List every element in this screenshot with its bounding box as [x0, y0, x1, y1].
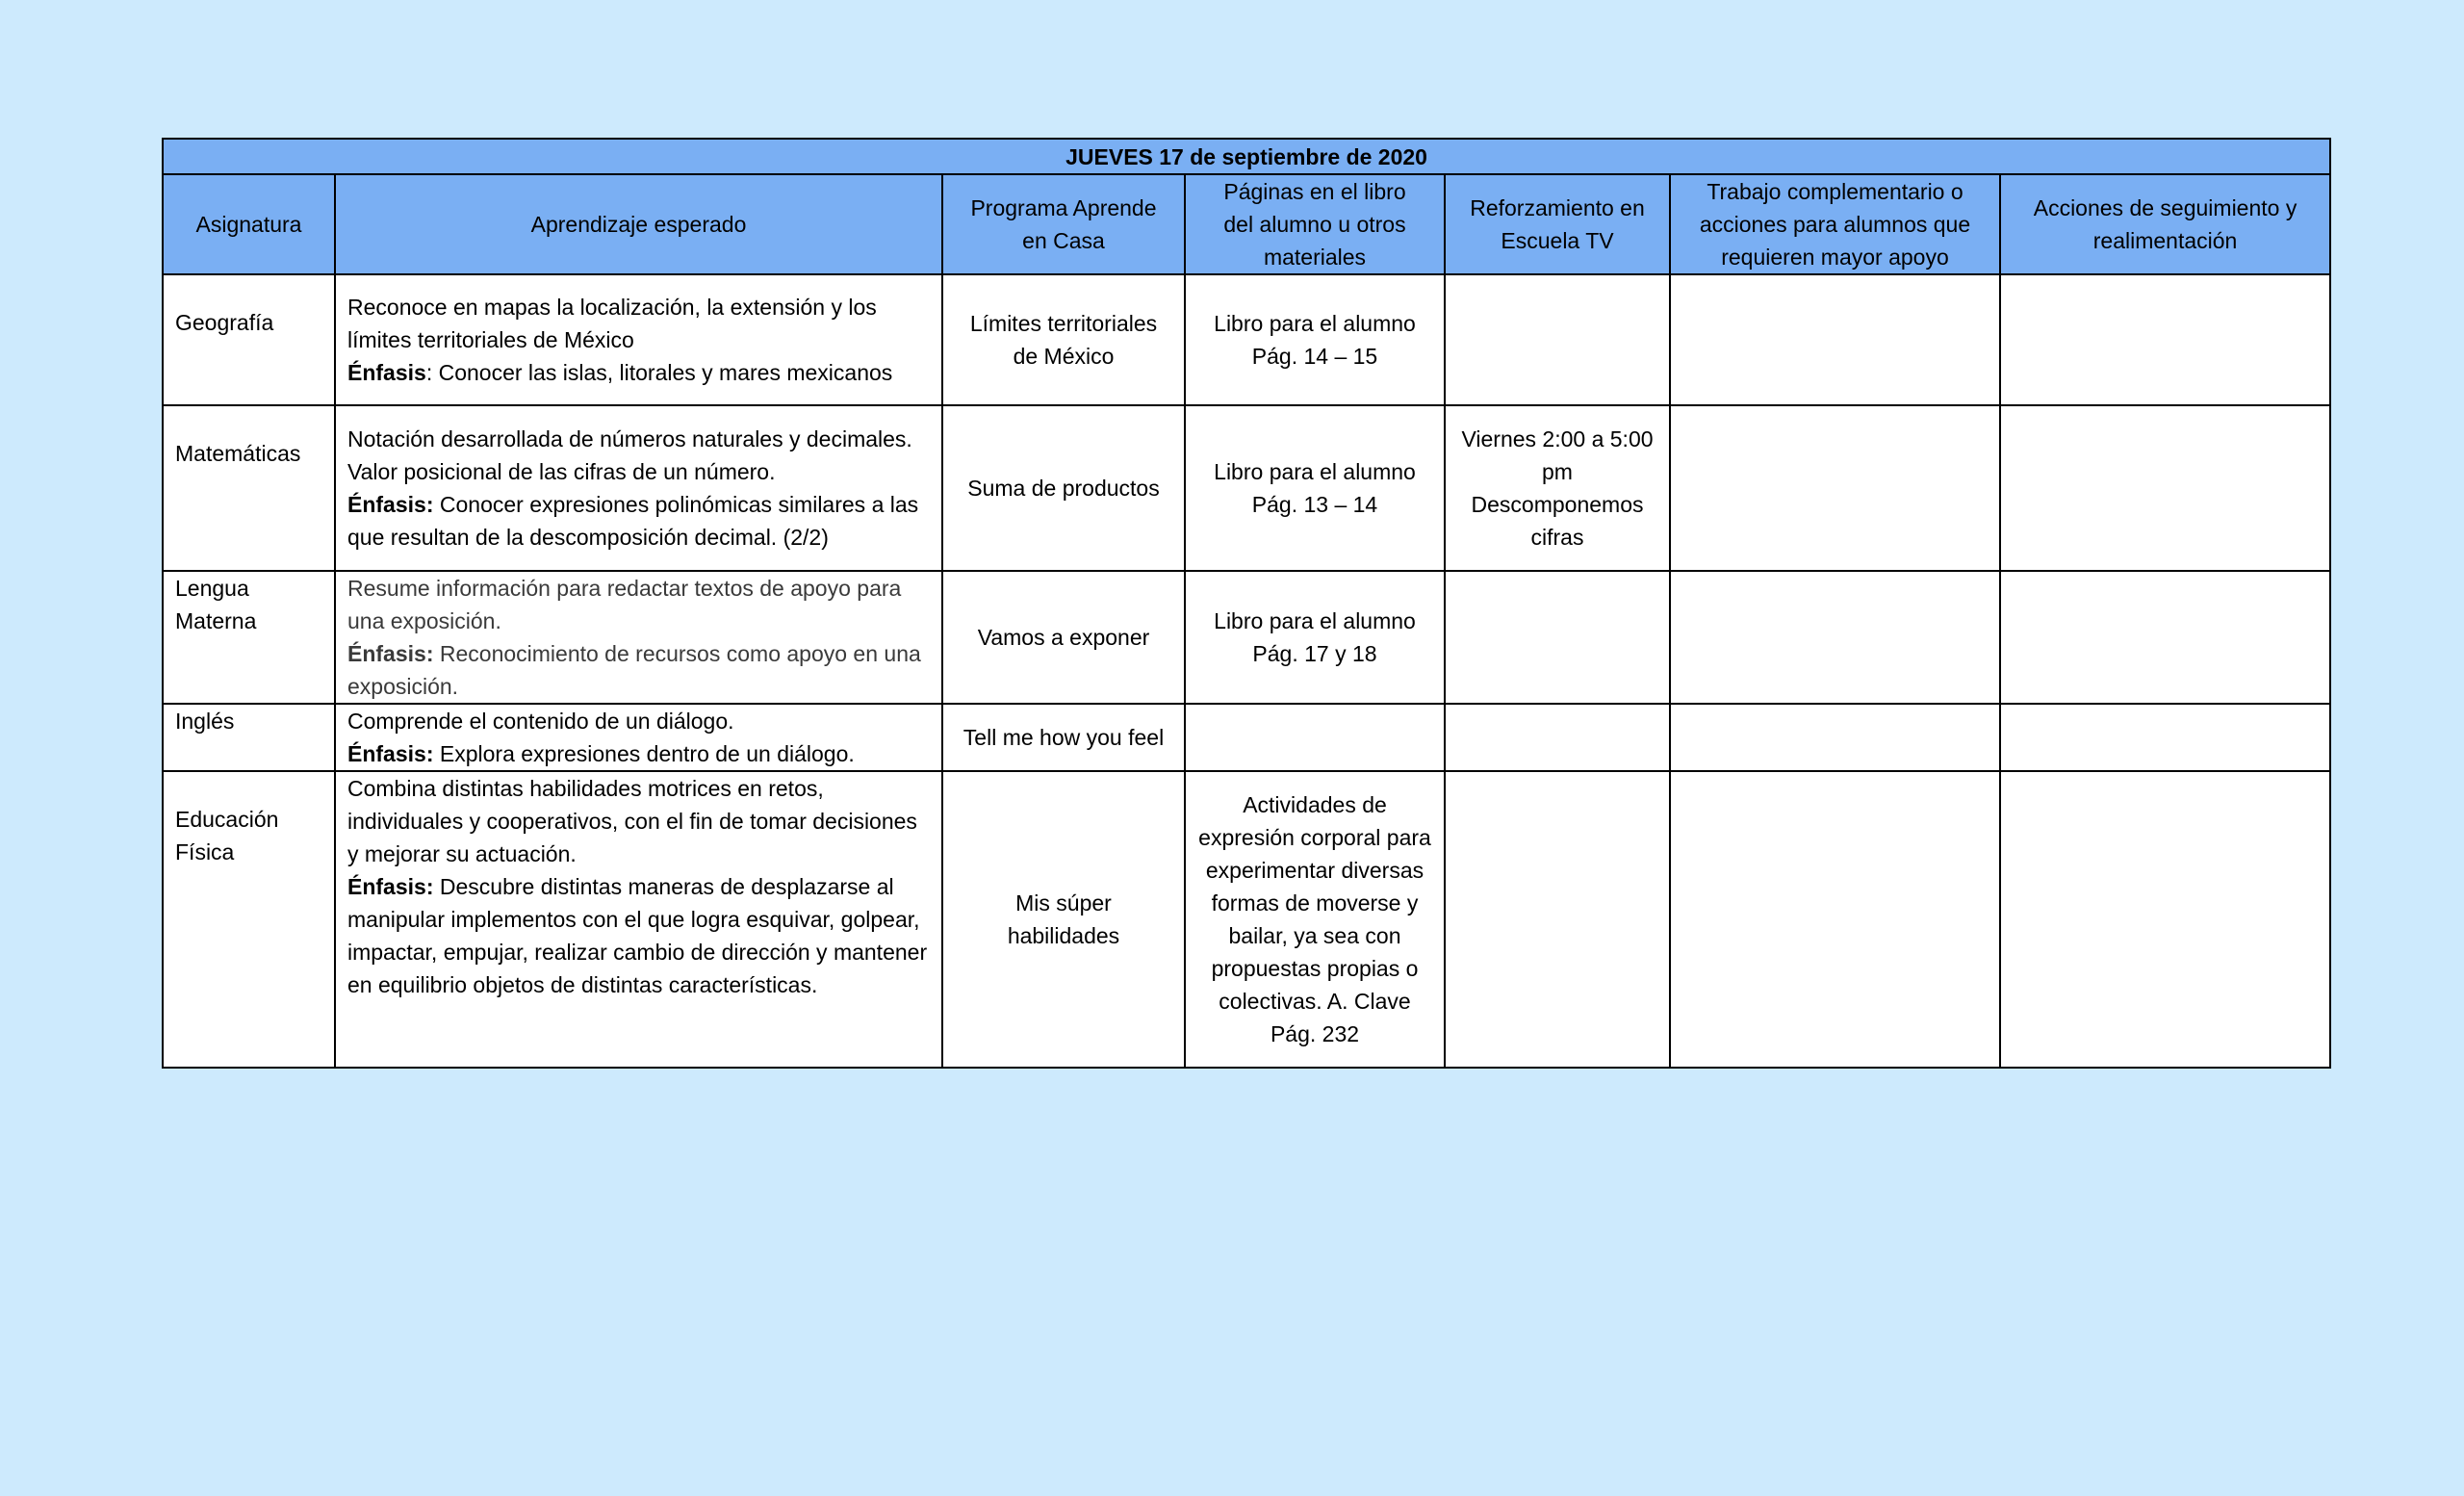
- subject-cell: [163, 771, 335, 1068]
- emphasis-text: Descubre distintas maneras de desplazarse al manipular implementos con el que logra esquivar, golpear, impactar, empujar, realizar cambio de dirección y mantener en equilibrio objetos de distintas características.: [347, 874, 928, 997]
- table-row: [163, 771, 2330, 1068]
- pages-cell: [1185, 771, 1445, 1068]
- pages-text: Actividades de expresión corporal para experimentar diversas formas de moverse y bailar, ya sea con propuestas propias o colectivas. A. Clave Pág. 232: [1198, 792, 1431, 1046]
- learning-cell: [335, 405, 942, 571]
- table-row: [163, 405, 2330, 571]
- tv-cell: [1445, 274, 1670, 405]
- tv-cell: [1445, 571, 1670, 704]
- complementary-cell: [1670, 704, 2000, 771]
- header-followup: Acciones de seguimiento y realimentación: [2000, 174, 2330, 274]
- followup-cell: [2000, 274, 2330, 405]
- header-program: Programa Aprende en Casa: [942, 174, 1185, 274]
- subject-cell: [163, 704, 335, 771]
- emphasis-label: Énfasis:: [347, 641, 434, 666]
- subject-cell: [163, 405, 335, 571]
- table-row: [163, 571, 2330, 704]
- tv-text: Viernes 2:00 a 5:00 pm Descomponemos cifras: [1461, 426, 1654, 550]
- followup-cell: [2000, 771, 2330, 1068]
- header-row: [163, 174, 2330, 274]
- subject-text: Lengua Materna: [175, 576, 257, 633]
- learning-text: Notación desarrollada de números naturales y decimales. Valor posicional de las cifras de un número.: [347, 426, 912, 484]
- program-cell: [942, 704, 1185, 771]
- title-row: [163, 139, 2330, 174]
- learning-text: Resume información para redactar textos de apoyo para una exposición.: [347, 576, 902, 633]
- emphasis-label: Énfasis: [347, 360, 426, 385]
- emphasis-text: Conocer expresiones polinómicas similares a las que resultan de la descomposición decimal. (2/2): [347, 492, 919, 550]
- tv-cell: [1445, 405, 1670, 571]
- emphasis-text: Explora expresiones dentro de un diálogo.: [433, 741, 855, 766]
- table-row: [163, 704, 2330, 771]
- learning-text: Comprende el contenido de un diálogo.: [347, 709, 734, 734]
- program-text: Mis súper habilidades: [1007, 890, 1120, 948]
- header-tv: Reforzamiento en Escuela TV: [1445, 174, 1670, 274]
- subject-cell: [163, 571, 335, 704]
- program-text: Suma de productos: [967, 476, 1160, 501]
- subject-text: Matemáticas: [175, 441, 301, 466]
- emphasis-text: Reconocimiento de recursos como apoyo en una exposición.: [347, 641, 921, 699]
- pages-cell: [1185, 405, 1445, 571]
- learning-text: Combina distintas habilidades motrices en retos, individuales y cooperativos, con el fin de tomar decisiones y mejorar su actuación.: [347, 776, 917, 866]
- program-text: Vamos a exponer: [977, 625, 1150, 650]
- complementary-cell: [1670, 771, 2000, 1068]
- complementary-cell: [1670, 571, 2000, 704]
- learning-cell: [335, 704, 942, 771]
- emphasis-label: Énfasis:: [347, 492, 434, 517]
- header-subject: Asignatura: [163, 174, 335, 274]
- schedule-table: [162, 138, 2331, 1069]
- emphasis-text: : Conocer las islas, litorales y mares mexicanos: [425, 360, 893, 385]
- followup-cell: [2000, 405, 2330, 571]
- program-text: Límites territoriales de México: [969, 311, 1158, 369]
- subject-text: Inglés: [175, 709, 235, 734]
- pages-text: Libro para el alumno Pág. 13 – 14: [1214, 459, 1416, 517]
- pages-cell: [1185, 704, 1445, 771]
- subject-text: Educación Física: [175, 807, 279, 864]
- pages-text: Libro para el alumno Pág. 17 y 18: [1214, 608, 1416, 666]
- program-text: Tell me how you feel: [962, 725, 1165, 750]
- program-cell: [942, 571, 1185, 704]
- header-complementary: Trabajo complementario o acciones para alumnos que requieren mayor apoyo: [1670, 174, 2000, 274]
- table-title: JUEVES 17 de septiembre de 2020: [163, 139, 2330, 174]
- header-pages: Páginas en el libro del alumno u otros materiales: [1185, 174, 1445, 274]
- learning-cell: [335, 274, 942, 405]
- subject-text: Geografía: [175, 310, 274, 335]
- program-cell: [942, 405, 1185, 571]
- emphasis-label: Énfasis:: [347, 741, 434, 766]
- program-cell: [942, 274, 1185, 405]
- emphasis-label: Énfasis:: [347, 874, 434, 899]
- complementary-cell: [1670, 274, 2000, 405]
- learning-cell: [335, 771, 942, 1068]
- tv-cell: [1445, 771, 1670, 1068]
- followup-cell: [2000, 704, 2330, 771]
- header-learning: Aprendizaje esperado: [335, 174, 942, 274]
- learning-cell: [335, 571, 942, 704]
- table-row: [163, 274, 2330, 405]
- learning-text: Reconoce en mapas la localización, la extensión y los límites territoriales de México: [347, 295, 877, 352]
- subject-cell: [163, 274, 335, 405]
- tv-cell: [1445, 704, 1670, 771]
- complementary-cell: [1670, 405, 2000, 571]
- pages-cell: [1185, 571, 1445, 704]
- program-cell: [942, 771, 1185, 1068]
- followup-cell: [2000, 571, 2330, 704]
- pages-text: Libro para el alumno Pág. 14 – 15: [1214, 311, 1416, 369]
- pages-cell: [1185, 274, 1445, 405]
